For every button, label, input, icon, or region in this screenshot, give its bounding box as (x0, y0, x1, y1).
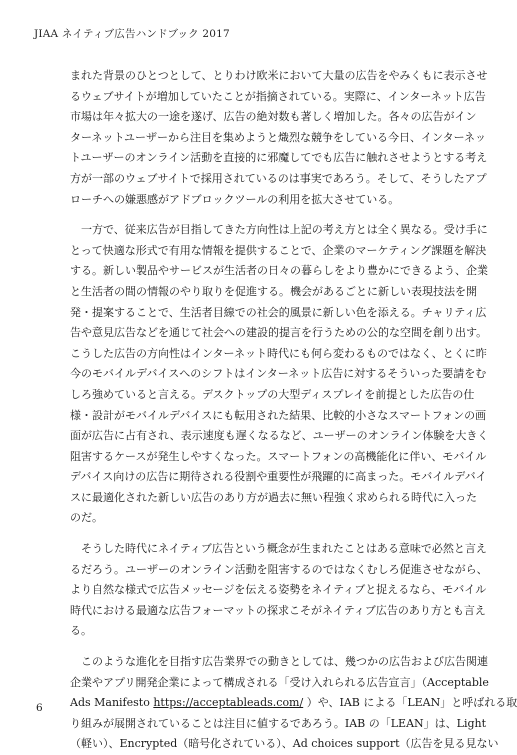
text-line: 方が一部のウェブサイトで採用されているのは事実であろう。そして、そうしたアプ (70, 171, 487, 185)
text-line: 時代における最適な広告フォーマットの探求こそがネイティブ広告のあり方とも言え (70, 603, 486, 617)
paragraphs-container (70, 66, 489, 642)
paragraph-3 (70, 539, 488, 642)
text-line: ローチへの嫌悪感がアドブロックツールの利用を拡大させている。 (70, 192, 400, 206)
running-header: JIAA ネイティブ広告ハンドブック 2017 (34, 28, 230, 40)
text-line: 様・設計がモバイルデバイスにも転用された結果、比較的小さなスマートフォンの画 (70, 408, 487, 422)
text-line: このような進化を目指す広告業界での動きとしては、幾つかの広告および広告関連 (81, 655, 488, 669)
text-line: 阻害するケースが発生しやすくなった。スマートフォンの高機能化に伴い、モバイル (70, 449, 487, 463)
text-line: ターネットユーザーから注目を集めようと熾烈な競争をしている今日、インターネッ (70, 130, 487, 144)
text-line: と生活者の間の情報のやり取りを促進する。機会があるごとに新しい表現技法を開 (70, 284, 477, 298)
text-line: デバイス向けの広告に期待される役割や重要性が飛躍的に高まった。モバイルデバイ (70, 470, 487, 484)
text-line: まれた背景のひとつとして、とりわけ欧米において大量の広告をやみくもに表示させ (70, 69, 488, 82)
text-line: るウェブサイトが増加していたことが指摘されている。実際に、インターネット広告 (70, 89, 486, 103)
text-line: より自然な様式で広告メッセージを伝える姿勢をネイティブと捉えるなら、モバイル (70, 583, 487, 597)
text-line: るだろう。ユーザーのオンライン活動を阻害するのではなくむしろ促進させながら、 (70, 562, 488, 576)
text-line: とって快適な形式で有用な情報を提供することで、企業のマーケティング課題を解決 (70, 243, 487, 257)
paragraph-gap (70, 210, 447, 220)
text-line: スに最適化された新しい広告のあり方が過去に無い程強く求められる時代に入った (70, 490, 477, 504)
text-line: る。 (70, 624, 92, 638)
text-line: 告や意見広告などを通じて社会への建設的提言を行うための公的な空間を創り出す。 (70, 326, 488, 340)
text-line: 発・提案することで、生活者目線での社会的風景に新しい色を添える。チャリティ広 (70, 305, 487, 319)
text-line: そうした時代にネイティブ広告という概念が生まれたことはある意味で必然と言え (81, 542, 487, 556)
paragraph-4 (70, 652, 517, 755)
paragraph-gap (70, 642, 447, 652)
text-line: 一方で、従来広告が目指してきた方向性は上記の考え方とは全く異なる。受け手に (81, 223, 488, 237)
text-line: Ads Manifesto https://acceptableads.com/ ）や、IAB による「LEAN」と呼ばれる取 (70, 696, 517, 710)
paragraph-1 (70, 66, 488, 210)
text-line: のだ。 (70, 511, 103, 525)
text-line: （軽い）、Encrypted（暗号化されている）、Ad choices support（広告を見る見ない (70, 737, 499, 751)
paragraph-gap (70, 529, 447, 539)
page-number: 6 (36, 702, 43, 714)
text-line: 企業やアプリ開発企業によって構成される「受け入れられる広告宣言」（Acceptable (70, 675, 489, 689)
text-line: しろ強めていると言える。デスクトップの大型ディスプレイを前提とした広告の仕 (70, 387, 475, 401)
text-line: トユーザーのオンライン活動を直接的に邪魔してでも広告に触れさせようとする考え (70, 151, 488, 165)
text-line: り組みが展開されていることは注目に値するであろう。IAB の「LEAN」は、Light (70, 716, 487, 730)
text-line: 今のモバイルデバイスへのシフトはインターネット広告に対するそういった要請をむ (70, 367, 487, 381)
paragraph-2 (70, 220, 489, 529)
acceptable-ads-link[interactable]: https://acceptableads.com/ (153, 696, 304, 710)
text-line: 市場は年々拡大の一途を遂げ、広告の絶対数も著しく増加した。各々の広告がイン (70, 110, 477, 124)
text-line: する。新しい製品やサービスが生活者の日々の暮らしをより豊かにできるよう、企業 (70, 264, 488, 278)
text-line: 面が広告に占有され、表示速度も遅くなるなど、ユーザーのオンライン体験を大きく (70, 429, 489, 443)
text-line: こうした広告の方向性はインターネット時代にも何ら変わるものではなく、とくに昨 (70, 346, 487, 360)
body-text (70, 66, 517, 755)
